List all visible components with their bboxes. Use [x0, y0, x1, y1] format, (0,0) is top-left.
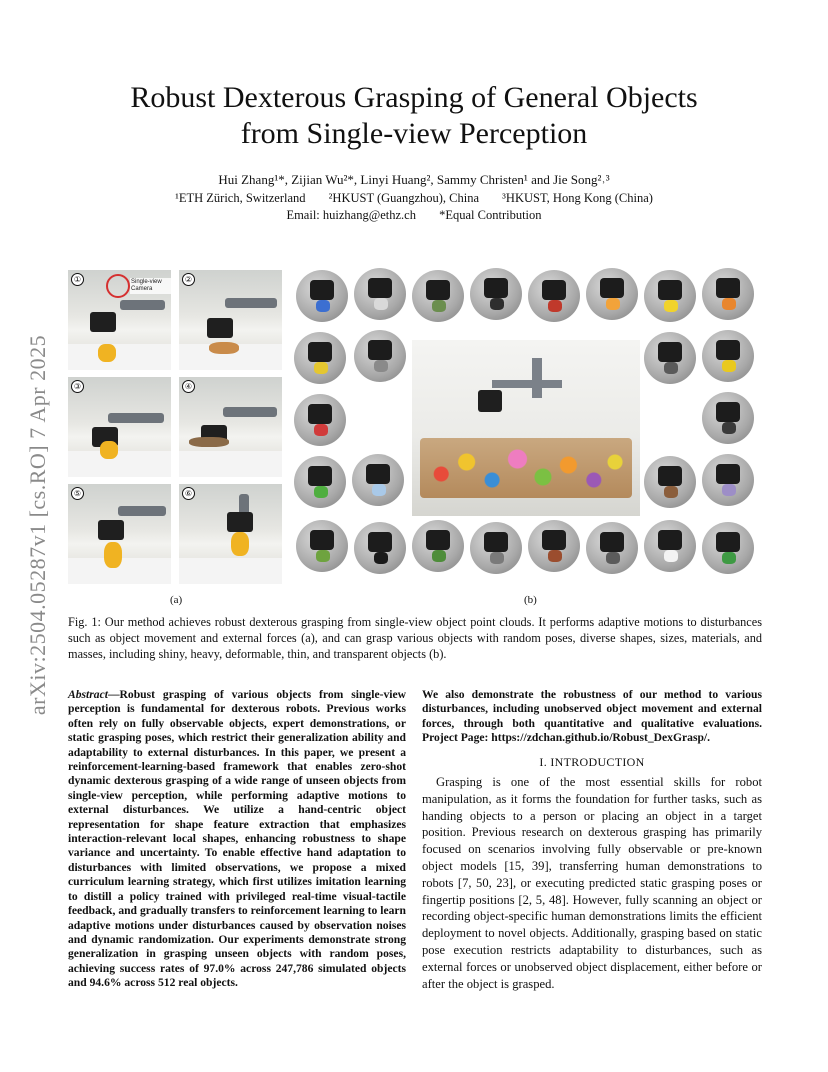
abstract-column — [68, 688, 406, 991]
grasp-tile — [354, 522, 406, 574]
grasp-tile — [294, 394, 346, 446]
affiliation-2: ²HKUST (Guangzhou), China — [328, 191, 480, 205]
panel-number: ⑤ — [71, 487, 84, 500]
grasp-tile — [702, 454, 754, 506]
grasp-tile — [644, 270, 696, 322]
abstract-continuation: We also demonstrate the robustness of our method to various disturbances, including unobserved object movement and external forces, through both quantitative and qualitative evaluations. Project Page: https://zdchan.github.io/Robust_DexGrasp/. — [422, 688, 762, 745]
right-column — [422, 688, 762, 992]
grasp-tile — [296, 520, 348, 572]
grasp-tile — [296, 270, 348, 322]
figure-panel-3 — [68, 377, 171, 477]
paper-title — [60, 80, 768, 152]
grasp-tile — [644, 332, 696, 384]
panel-number: ④ — [182, 380, 195, 393]
grasp-tile — [528, 520, 580, 572]
affiliation-1: ¹ETH Zürich, Switzerland — [175, 191, 306, 205]
grasp-tile — [702, 330, 754, 382]
grasp-tile — [294, 332, 346, 384]
grasp-tile — [644, 520, 696, 572]
title-line-2: from Single-view Perception — [240, 117, 588, 150]
subfigure-label-b: (b) — [524, 594, 537, 606]
figure-panel-6 — [179, 484, 282, 584]
affiliation-3: ³HKUST, Hong Kong (China) — [502, 191, 653, 205]
figure-1a — [68, 270, 283, 585]
grasp-tile — [702, 268, 754, 320]
object-collection-photo — [412, 340, 640, 516]
contact-line — [60, 208, 768, 223]
panel-number: ③ — [71, 380, 84, 393]
figure-caption: Fig. 1: Our method achieves robust dexterous grasping from single-view object point clouds. It performs adaptive motions to disturbances such as object movement and external forces (a), and can grasp various objects with random poses, diverse shapes, sizes, materials, and masses, including shiny, heavy, deformable, thin, and transparent objects (b). — [68, 615, 762, 661]
subfigure-label-a: (a) — [170, 594, 183, 606]
abstract-label: Abstract — [68, 688, 108, 701]
grasp-tile — [586, 522, 638, 574]
object-pile — [420, 438, 632, 498]
email: Email: huizhang@ethz.ch — [286, 208, 416, 222]
grasp-tile — [470, 522, 522, 574]
author-list: Hui Zhang¹*, Zijian Wu²*, Linyi Huang², Sammy Christen¹ and Jie Song²˒³ — [218, 172, 610, 187]
grasp-tile — [354, 268, 406, 320]
grasp-tile — [294, 456, 346, 508]
title-line-1: Robust Dexterous Grasping of General Objects — [130, 81, 698, 114]
camera-highlight-circle — [106, 274, 130, 298]
grasp-tile — [412, 520, 464, 572]
grasp-tile — [352, 454, 404, 506]
panel-number: ⑥ — [182, 487, 195, 500]
abstract-text: —Robust grasping of various objects from single-view perception is fundamental for dexterous robots. Previous works often rely on fully observable objects, expert demonstrations, or static grasping poses, which restrict their generalization ability and adaptability to external disturbances. In this paper, we present a reinforcement-learning-based framework that enables zero-shot dynamic dexterous grasping of a wide range of unseen objects from single-view perception, while performing adaptive motions to external disturbances. We utilize a hand-centric object representation for shape feature extraction that emphasizes interaction-relevant local shapes, enhancing robustness to shape variance and uncertainty. To enable effective hand adaptation to disturbances with limited observations, we propose a mixed curriculum learning strategy, which first utilizes imitation learning to distill a policy trained with privileged real-time visual-tactile feedback, and gradually transfers to reinforcement learning to learn adaptive motions under disturbances caused by observation noises and dynamic randomization. Our experiments demonstrate strong generalization in grasping unseen objects with random poses, achieving success rates of 97.0% across 247,786 simulated objects and 94.6% across 512 real objects. — [68, 688, 406, 990]
section-heading: I. INTRODUCTION — [539, 754, 645, 769]
figure-panel-4 — [179, 377, 282, 477]
panel-number: ② — [182, 273, 195, 286]
camera-label: Single-view Camera — [130, 278, 171, 294]
figure-1b — [292, 268, 762, 588]
figure-panel-2 — [179, 270, 282, 370]
grasp-tile — [412, 270, 464, 322]
figure-panel-5 — [68, 484, 171, 584]
grasp-tile — [586, 268, 638, 320]
arxiv-watermark — [18, 290, 58, 760]
introduction-text: Grasping is one of the most essential skills for robot manipulation, as it forms the foundation for further tasks, such as handing objects to a person or placing an object in a target position. Previous research on dexterous grasping has primarily focused on scenarios involving fully observable or pre-known object models [15, 39], transferring human demonstrations to robots [7, 50, 23], or executing predicted static grasping poses or fingertip positions [2, 5, 48]. However, fully scanning an object or recording object-specific human demonstrations limits the efficient deployment to novel objects. Additionally, grasping based on static pose execution restricts adaptability to disturbances, such as external forces or unobserved object displacement, either before or after the object is grasped. — [422, 775, 762, 991]
figure-panel-1 — [68, 270, 171, 370]
arxiv-id: arXiv:2504.05287v1 [cs.RO] 7 Apr 2025 — [25, 334, 50, 716]
grasp-tile — [702, 522, 754, 574]
grasp-tile — [354, 330, 406, 382]
affiliations — [60, 191, 768, 206]
grasp-tile — [470, 268, 522, 320]
grasp-tile — [528, 270, 580, 322]
panel-number: ① — [71, 273, 84, 286]
equal-contribution-note: *Equal Contribution — [439, 208, 542, 222]
grasp-tile — [702, 392, 754, 444]
grasp-tile — [644, 456, 696, 508]
